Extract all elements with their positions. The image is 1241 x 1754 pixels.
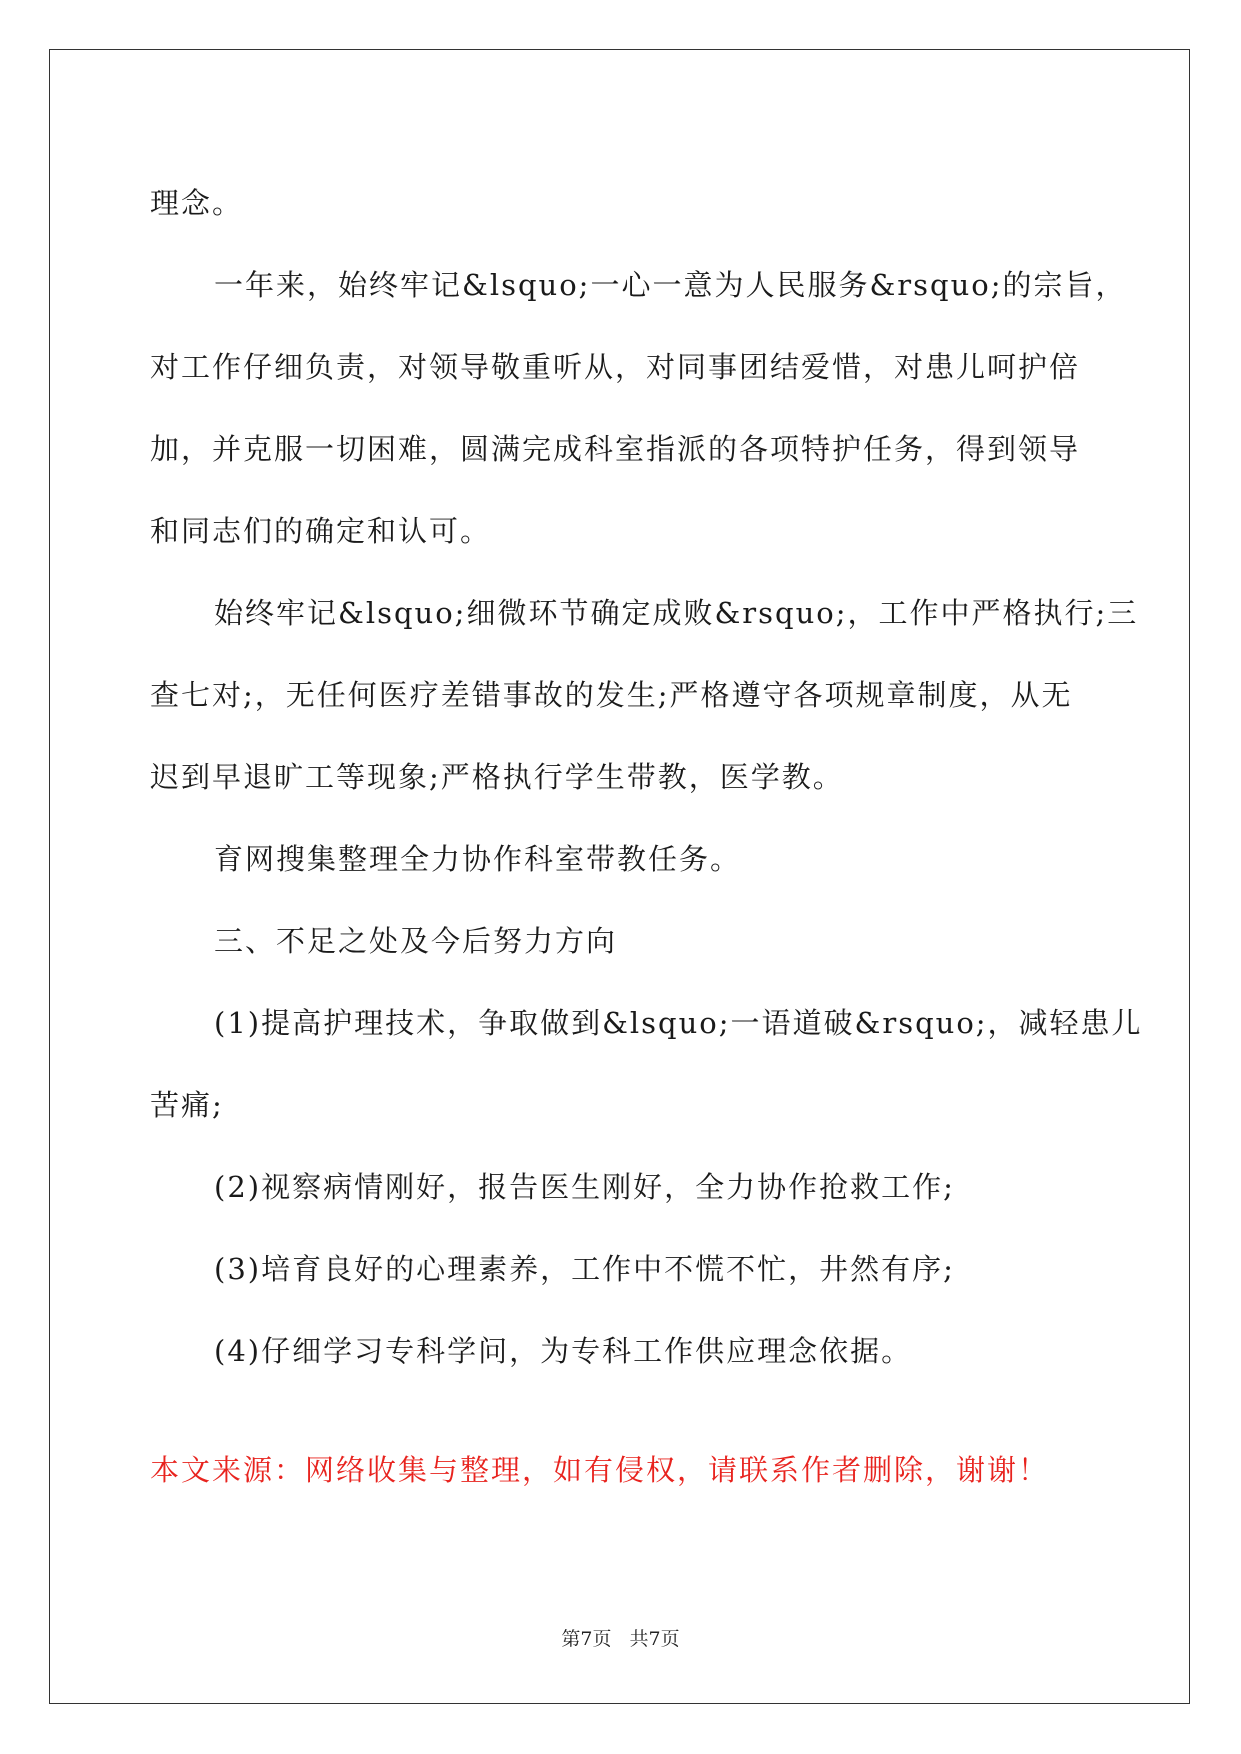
paragraph-block: [150, 162, 1143, 1392]
page-footer: [0, 1624, 1241, 1651]
document-body: [150, 162, 1143, 1392]
list-item: (2)视察病情刚好，报告医生刚好，全力协作抢救工作;: [214, 1170, 955, 1204]
list-item-continuation: 苦痛;: [150, 1088, 224, 1122]
section-heading: 三、不足之处及今后努力方向: [214, 924, 618, 958]
text-line: 迟到早退旷工等现象;严格执行学生带教，医学教。: [150, 760, 844, 794]
text-line: 加，并克服一切困难，圆满完成科室指派的各项特护任务，得到领导: [150, 432, 1081, 466]
text-line: 始终牢记&lsquo;细微环节确定成败&rsquo;，工作中严格执行;三: [214, 596, 1139, 630]
text-line: 育网搜集整理全力协作科室带教任务。: [214, 842, 742, 876]
list-item: (4)仔细学习专科学问，为专科工作供应理念依据。: [214, 1334, 913, 1368]
list-item: (3)培育良好的心理素养，工作中不慌不忙，井然有序;: [214, 1252, 955, 1286]
list-item: (1)提高护理技术，争取做到&lsquo;一语道破&rsquo;，减轻患儿: [214, 1006, 1143, 1040]
page-number: 第7页: [561, 1628, 612, 1650]
text-line: 一年来，始终牢记&lsquo;一心一意为人民服务&rsquo;的宗旨，: [214, 268, 1127, 302]
text-line: 对工作仔细负责，对领导敬重听从，对同事团结爱惜，对患儿呵护倍: [150, 350, 1081, 384]
text-line: 查七对;，无任何医疗差错事故的发生;严格遵守各项规章制度，从无: [150, 678, 1073, 712]
page-total: 共7页: [629, 1628, 680, 1650]
source-note: 本文来源：网络收集与整理，如有侵权，请联系作者删除，谢谢！: [150, 1453, 1050, 1487]
text-line: 和同志们的确定和认可。: [150, 514, 492, 548]
text-line: 理念。: [150, 186, 244, 220]
